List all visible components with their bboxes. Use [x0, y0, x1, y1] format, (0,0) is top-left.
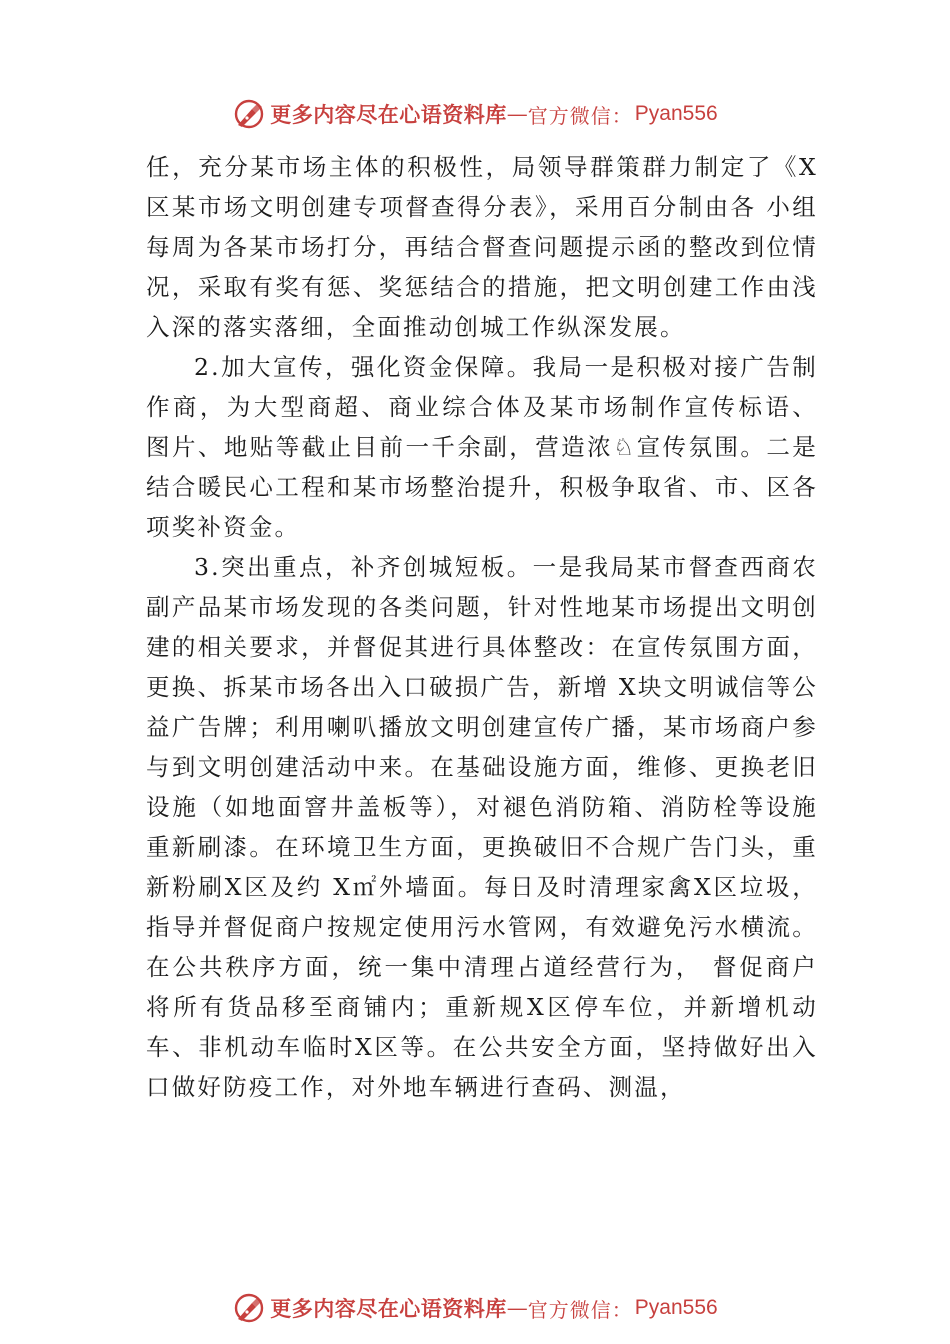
header-watermark: [0, 92, 950, 136]
watermark-separator: —: [506, 102, 528, 126]
watermark-contact-label: 官方微信：: [527, 1297, 633, 1322]
watermark-contact-id: Pyan556: [634, 1296, 718, 1319]
paragraph-publicity: 2.加大宣传，强化资金保障。我局一是积极对接广告制作商，为大型商超、商业综合体及某市场制作宣传标语、 图片、地贴等截止目前一千余副，营造浓♘宣传氛围。二是结合暖民心工程和某市场整治提升，积极争取省、市、区各项奖补资金。: [146, 353, 818, 541]
paragraph-continuation: 任，充分某市场主体的积极性，局领导群策群力制定了《X区某市场文明创建专项督查得分表》，采用百分制由各 小组每周为各某市场打分，再结合督查问题提示函的整改到位情况，采取有奖有惩、奖惩结合的措施，把文明创建工作由浅入深的落实落细，全面推动创城工作纵深发展。: [146, 153, 818, 341]
watermark-contact-label: 官方微信：: [527, 103, 633, 128]
watermark-separator: —: [506, 1296, 528, 1320]
paragraph-key-points: 3.突出重点，补齐创城短板。一是我局某市督查西商农副产品某市场发现的各类问题，针对性地某市场提出文明创建的相关要求，并督促其进行具体整改：在宣传氛围方面，更换、拆某市场各出入口破损广告，新增 X块文明诚信等公益广告牌；利用喇叭播放文明创建宣传广播，某市场商户参与到文明创建活动中来。在基础设施方面，维修、更换老旧设施（如地面窨井盖板等），对褪色消防箱、消防栓等设施重新刷漆。在环境卫生方面，更换破旧不合规广告门头，重新粉刷X区及约 X㎡外墙面。每日及时清理家禽X区垃圾，指导并督促商户按规定使用污水管网，有效避免污水横流。在公共秩序方面，统一集中清理占道经营行为， 督促商户将所有货品移至商铺内；重新规X区停车位，并新增机动车、非机动车临时X区等。在公共安全方面，坚持做好出入口做好防疫工作，对外地车辆进行查码、测温，: [146, 553, 818, 1101]
pen-nib-logo-icon: [232, 97, 266, 131]
document-body: [146, 147, 818, 1107]
pen-nib-logo-icon: [232, 1291, 266, 1325]
watermark-brand: 更多内容尽在心语资料库: [270, 1296, 507, 1321]
watermark-contact-id: Pyan556: [634, 102, 718, 125]
footer-watermark: [0, 1286, 950, 1330]
watermark-brand: 更多内容尽在心语资料库: [270, 102, 507, 127]
